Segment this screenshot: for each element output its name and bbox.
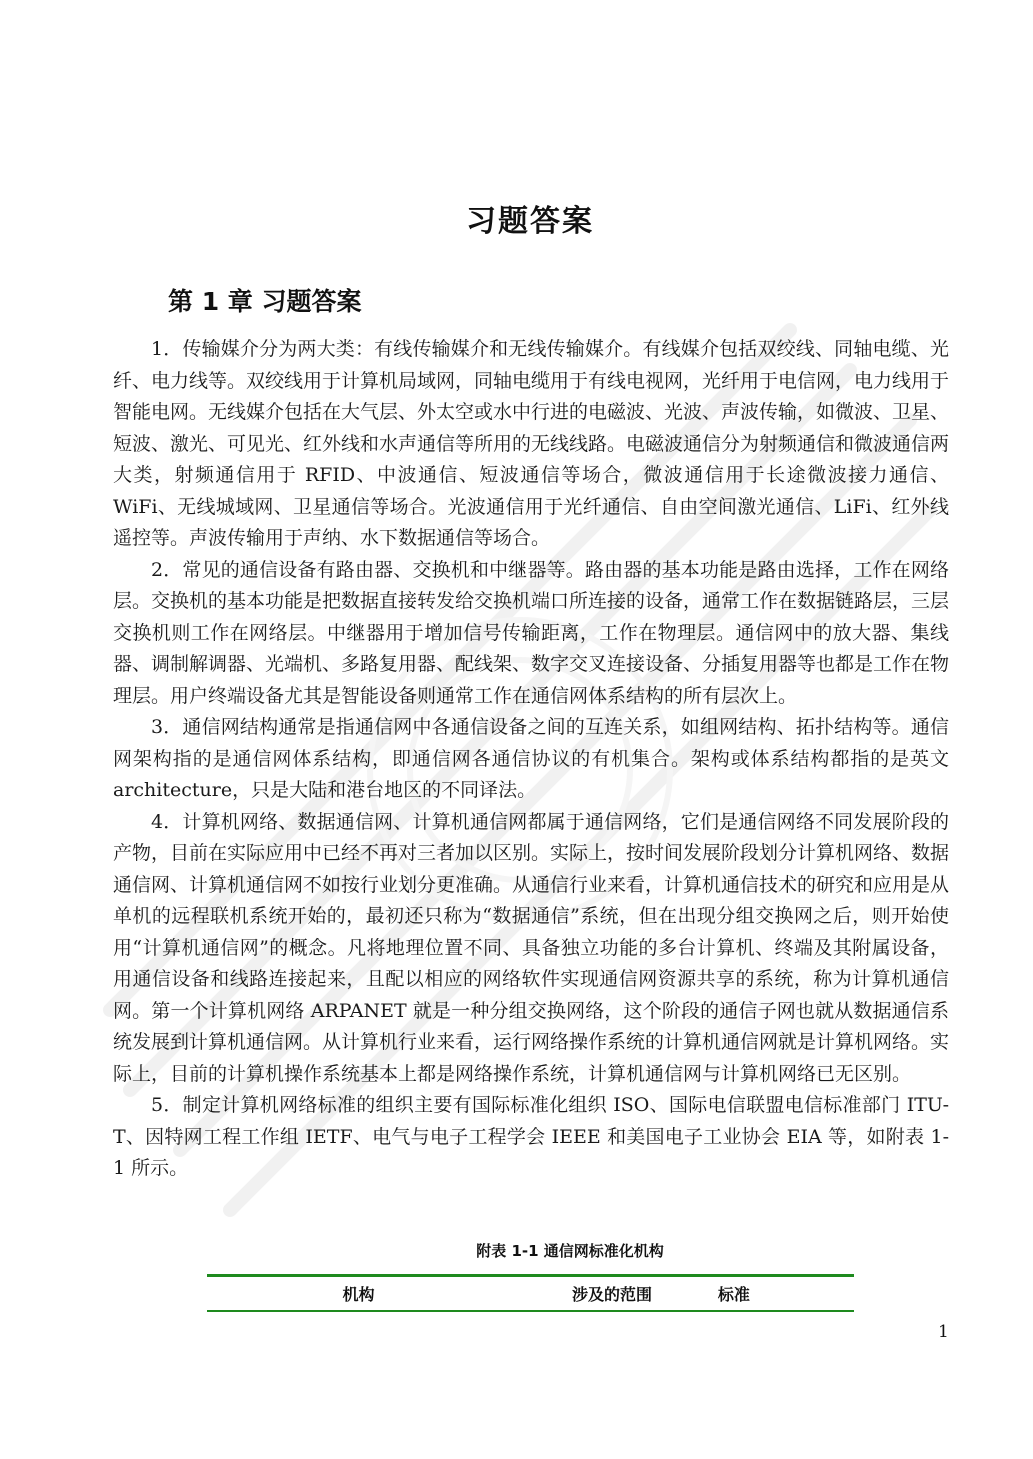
- table-header-row: [207, 1277, 854, 1310]
- page-number: 1: [938, 1322, 949, 1342]
- chapter-heading: 第 1 章 习题答案: [168, 287, 362, 316]
- answer-paragraph: 5．制定计算机网络标准的组织主要有国际标准化组织 ISO、国际电信联盟电信标准部门 ITU-T、因特网工程工作组 IETF、电气与电子工程学会 IEEE 和美国电子工业协会 EIA 等，如附表 1-1 所示。: [113, 1094, 949, 1179]
- table-header-rule: [207, 1310, 854, 1312]
- table-caption: 附表 1-1 通信网标准化机构: [476, 1242, 664, 1260]
- answer-body: [113, 334, 949, 1185]
- answer-paragraph: 3．通信网结构通常是指通信网中各通信设备之间的互连关系，如组网结构、拓扑结构等。通信网架构指的是通信网体系结构，即通信网各通信协议的有机集合。架构或体系结构都指的是英文 architecture，只是大陆和港台地区的不同译法。: [113, 716, 949, 801]
- table-header-cell: 标准: [717, 1285, 750, 1304]
- answer-paragraph: 1．传输媒介分为两大类：有线传输媒介和无线传输媒介。有线媒介包括双绞线、同轴电缆、光纤、电力线等。双绞线用于计算机局域网，同轴电缆用于有线电视网，光纤用于电信网，电力线用于智能电网。无线媒介包括在大气层、外太空或水中行进的电磁波、光波、声波传输，如微波、卫星、短波、激光、可见光、红外线和水声通信等所用的无线线路。电磁波通信分为射频通信和微波通信两大类，射频通信用于 RFID、中波通信、短波通信等场合，微波通信用于长途微波接力通信、WiFi、无线城域网、卫星通信等场合。光波通信用于光纤通信、自由空间激光通信、LiFi、红外线遥控等。声波传输用于声纳、水下数据通信等场合。: [113, 338, 950, 549]
- answer-paragraph: 2．常见的通信设备有路由器、交换机和中继器等。路由器的基本功能是路由选择，工作在网络层。交换机的基本功能是把数据直接转发给交换机端口所连接的设备，通常工作在数据链路层，三层交换机则工作在网络层。中继器用于增加信号传输距离，工作在物理层。通信网中的放大器、集线器、调制解调器、光端机、多路复用器、配线架、数字交叉连接设备、分插复用器等也都是工作在物理层。用户终端设备尤其是智能设备则通常工作在通信网体系结构的所有层次上。: [113, 558, 950, 707]
- table-header-cell: 机构: [342, 1285, 375, 1304]
- table-header-cell: 涉及的范围: [571, 1285, 652, 1304]
- answer-paragraph: 4．计算机网络、数据通信网、计算机通信网都属于通信网络，它们是通信网络不同发展阶段的产物，目前在实际应用中已经不再对三者加以区别。实际上，按时间发展阶段划分计算机网络、数据通信网、计算机通信网不如按行业划分更准确。从通信行业来看，计算机通信技术的研究和应用是从单机的远程联机系统开始的，最初还只称为“数据通信”系统，但在出现分组交换网之后，则开始使用“计算机通信网”的概念。凡将地理位置不同、具备独立功能的多台计算机、终端及其附属设备，用通信设备和线路连接起来，且配以相应的网络软件实现通信网资源共享的系统，称为计算机通信网。第一个计算机网络 ARPANET 就是一种分组交换网络，这个阶段的通信子网也就从数据通信系统发展到计算机通信网。从计算机行业来看，运行网络操作系统的计算机通信网就是计算机网络。实际上，目前的计算机操作系统基本上都是网络操作系统，计算机通信网与计算机网络已无区别。: [113, 810, 950, 1085]
- page-title: 习题答案: [466, 204, 594, 239]
- standards-table: [207, 1274, 854, 1312]
